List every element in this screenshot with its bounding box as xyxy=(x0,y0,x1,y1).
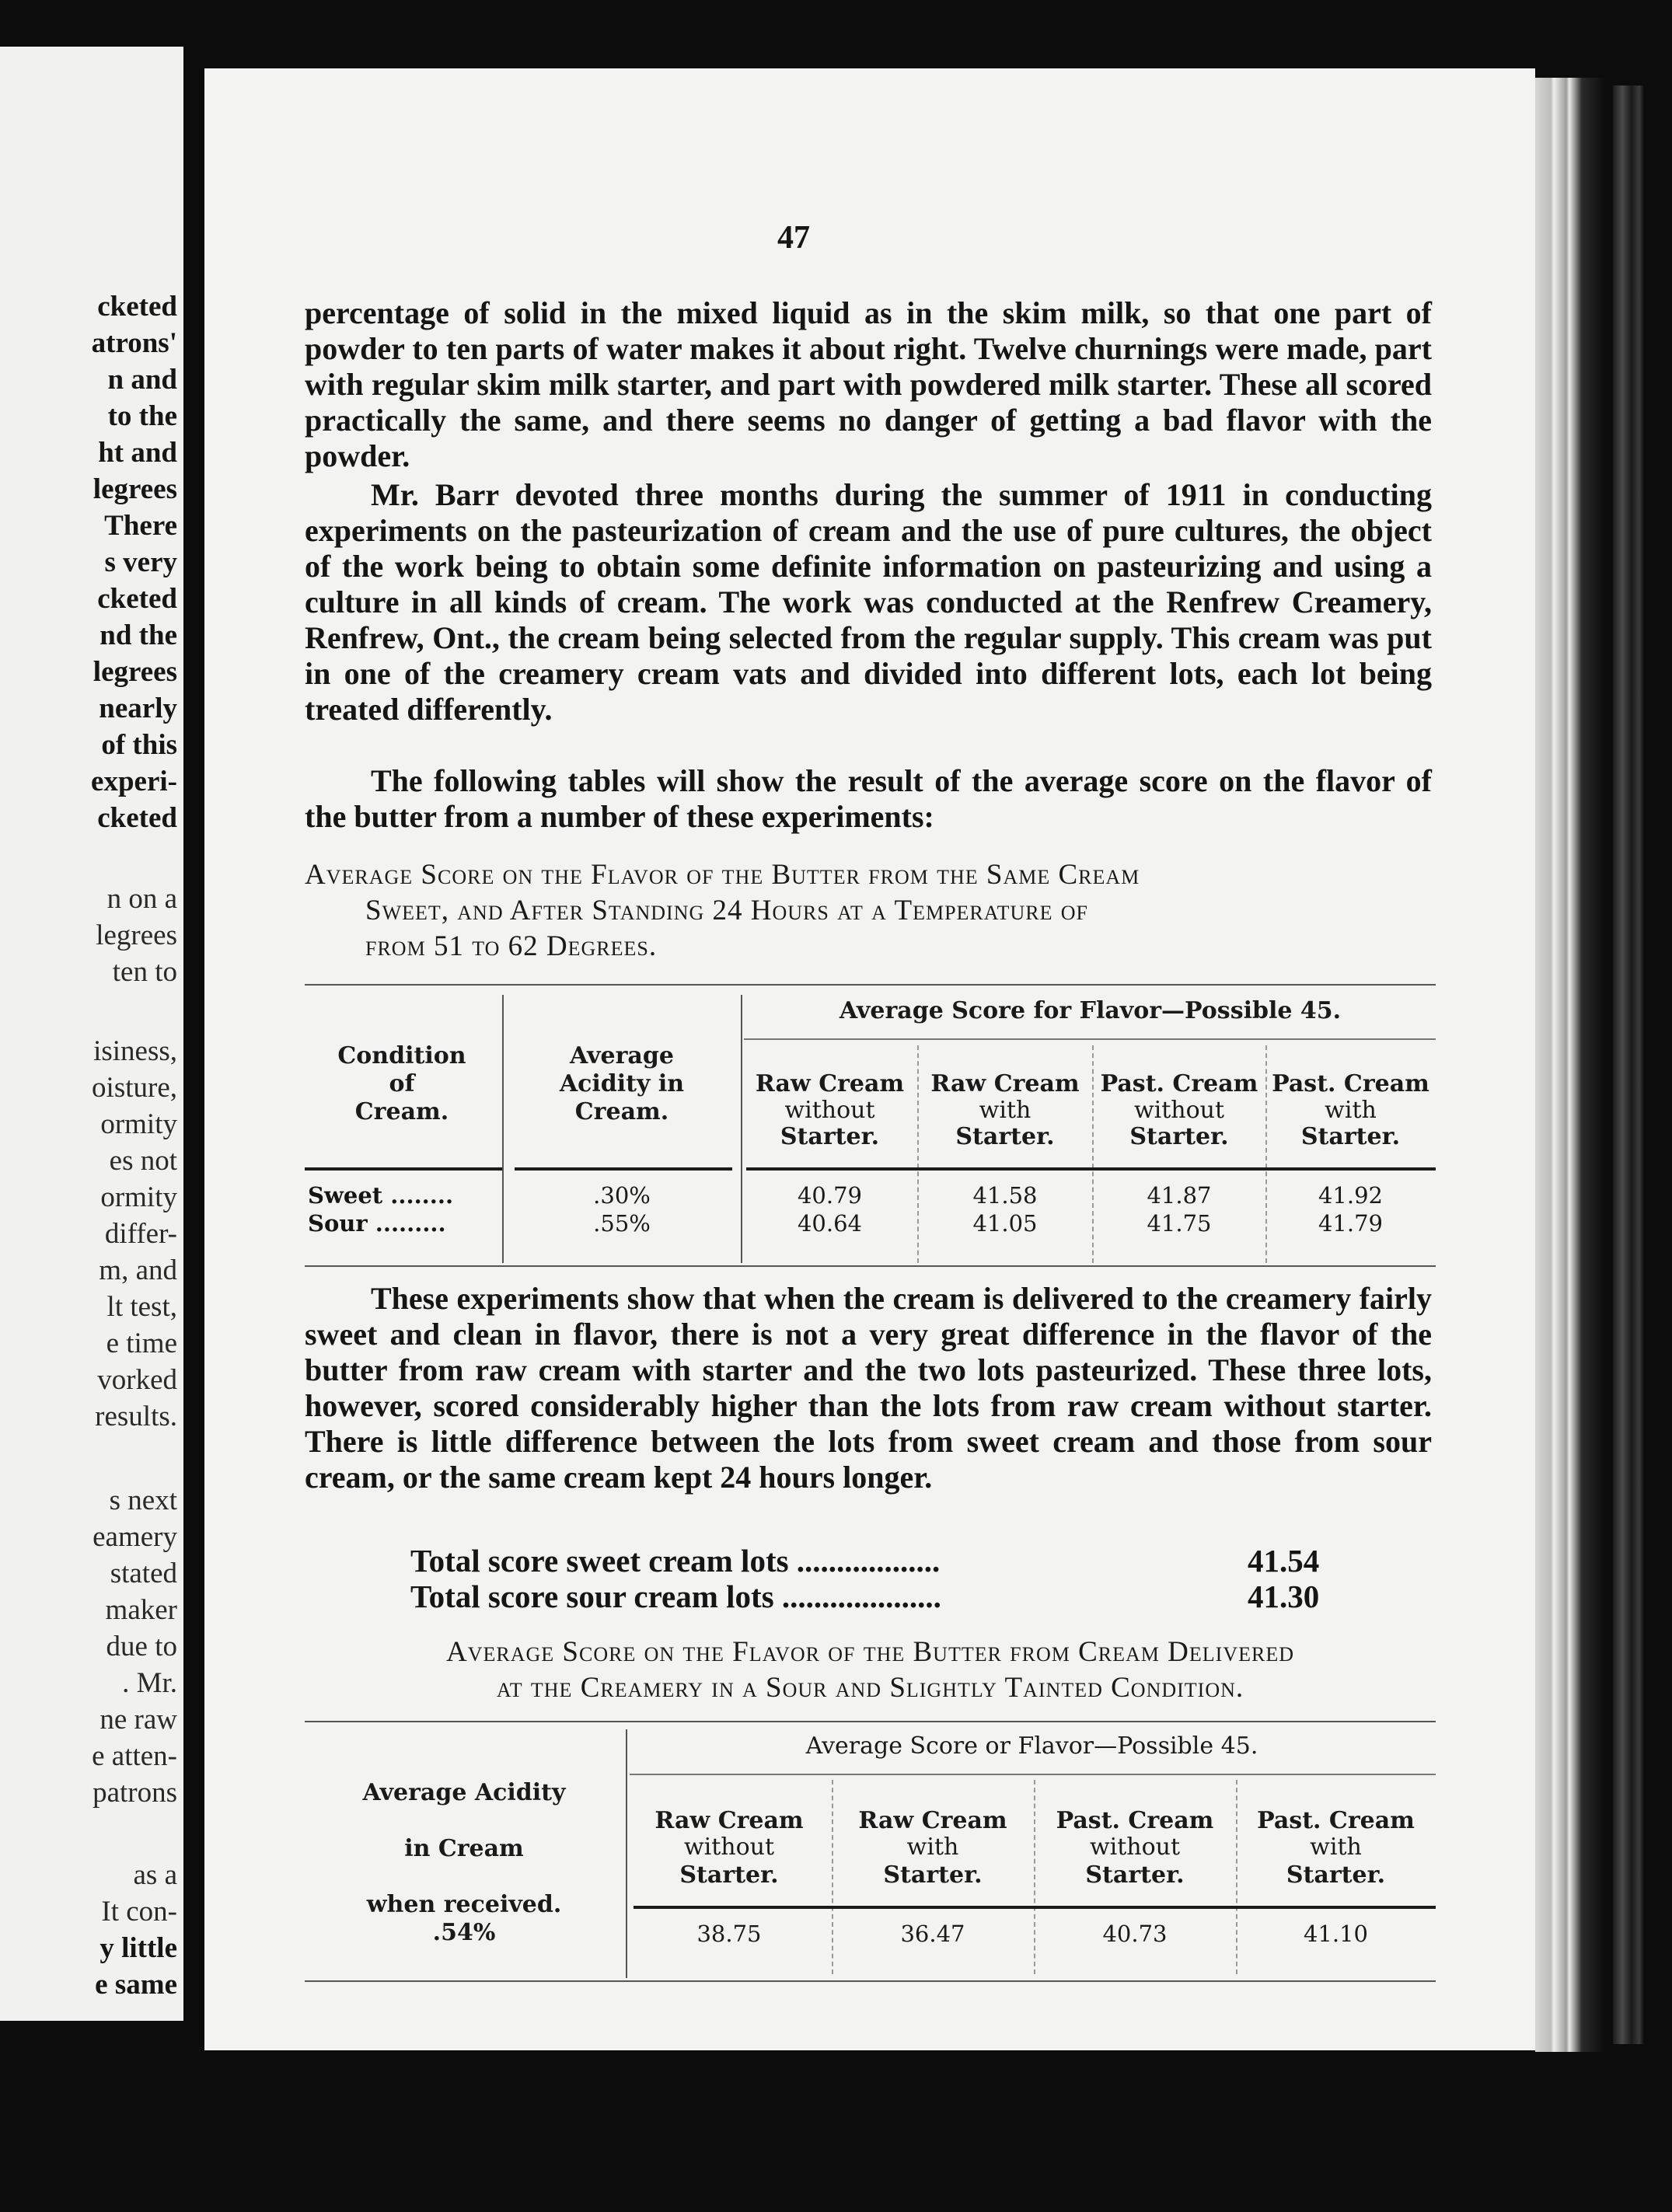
table1-row-label: Sour ......... xyxy=(308,1210,446,1237)
table2-cell: 40.73 xyxy=(1102,1921,1168,1947)
table1-subheader-text: Past. Cream xyxy=(1100,1070,1258,1097)
table1-caption-line1: Average Score on the Flavor of the Butter from the Same Cream xyxy=(305,859,1140,891)
left-page-line: n and xyxy=(107,364,177,396)
left-page-line: stated xyxy=(110,1558,177,1589)
left-page-line: lt test, xyxy=(106,1291,177,1323)
table1-caption-line2: Sweet, and After Standing 24 Hours at a Temperature of xyxy=(365,895,1089,926)
table2-subheader-text: Starter. xyxy=(679,1861,779,1889)
table1-cell: 41.79 xyxy=(1318,1210,1384,1237)
table2-stub-text: when received. xyxy=(366,1891,562,1918)
left-page-line: e time xyxy=(106,1328,177,1359)
table2-span-header: Average Score or Flavor—Possible 45. xyxy=(805,1732,1258,1760)
left-page-line: experi- xyxy=(91,766,177,797)
table1-header-text: Cream. xyxy=(354,1098,449,1125)
table1-cell: 40.79 xyxy=(797,1182,863,1209)
left-page-line: legrees xyxy=(93,656,177,688)
left-page-line: cketed xyxy=(97,291,177,323)
table1-cell: 41.92 xyxy=(1318,1182,1384,1209)
left-page-line: m, and xyxy=(99,1254,177,1286)
left-page-line: due to xyxy=(106,1631,177,1662)
left-page-line: It con- xyxy=(101,1896,177,1928)
left-page-line: to the xyxy=(107,400,177,432)
table2-subheader-text: without xyxy=(683,1833,775,1861)
table1-header-rule xyxy=(746,1167,1436,1171)
table1-subheader-text: Starter. xyxy=(780,1123,880,1150)
left-page-line: e atten- xyxy=(92,1740,177,1772)
left-page-line: e same xyxy=(95,1969,177,2001)
table1-span-header: Average Score for Flavor—Possible 45. xyxy=(839,997,1342,1024)
table2-cell: 41.10 xyxy=(1303,1921,1369,1947)
left-page-line: . Mr. xyxy=(122,1667,177,1699)
table2-acidity-value: .54% xyxy=(432,1919,496,1946)
paragraph-conclusions: These experiments show that when the cream is delivered to the creamery fairly sweet and clean in flavor, there is not a very great difference in the flavor of the butter from raw cream with starter and the two lots pasteurized. These three lots, however, scored considerably higher than the lots from raw cream without starter. There is little difference between the lots from sweet cream and those from sour cream, or the same cream kept 24 hours longer. xyxy=(305,1281,1432,1495)
table1-cell: 41.87 xyxy=(1147,1182,1212,1209)
table1-subheader-text: Starter. xyxy=(955,1123,1055,1150)
table1-subheader-text: Raw Cream xyxy=(930,1070,1080,1097)
table2-divider xyxy=(626,1729,627,1978)
table2-stub-text: in Cream xyxy=(404,1835,524,1862)
table1-subheader-text: with xyxy=(1325,1097,1377,1124)
left-page-line: n on a xyxy=(106,883,177,915)
total-sweet-label: Total score sweet cream lots .................. xyxy=(410,1543,941,1579)
table1-subheader-text: without xyxy=(1133,1097,1225,1124)
table1-top-rule xyxy=(305,984,1436,986)
paragraph-tables-intro: The following tables will show the result of the average score on the flavor of the butter from a number of these experiments: xyxy=(305,763,1432,834)
left-page-line: ormity xyxy=(100,1181,177,1213)
left-page-line: es not xyxy=(109,1145,177,1177)
page-number: 47 xyxy=(777,220,810,256)
table1-caption-line3: from 51 to 62 Degrees. xyxy=(365,930,658,962)
left-page-line: cketed xyxy=(97,583,177,615)
table2-subheader-text: Raw Cream xyxy=(858,1807,1007,1834)
left-page-line: legrees xyxy=(96,919,177,951)
table1-header-text: of xyxy=(389,1070,415,1097)
table2-subheader-text: Starter. xyxy=(1085,1861,1185,1889)
table1-cell: .30% xyxy=(593,1182,651,1209)
table1-divider xyxy=(502,995,504,1263)
table1-span-rule xyxy=(744,1038,1436,1040)
table1-header-rule xyxy=(305,1167,502,1171)
left-page-line: ne raw xyxy=(99,1704,177,1736)
table1-bottom-rule xyxy=(305,1265,1436,1267)
left-page-line: maker xyxy=(105,1594,177,1626)
left-page-line: legrees xyxy=(93,473,177,505)
table2-subheader-text: Past. Cream xyxy=(1257,1807,1415,1834)
total-sour-label: Total score sour cream lots .................... xyxy=(410,1579,941,1614)
paragraph-barr-experiments: Mr. Barr devoted three months during the summer of 1911 in conducting experiments on the pasteurization of cream and the use of pure cultures, the object of the work being to obtain some definite information on pasteurizing and using a culture in all kinds of cream. The work was conducted at the Renfrew Creamery, Renfrew, Ont., the cream being selected from the regular supply. This cream was put in one of the creamery cream vats and divided into different lots, each lot being treated differently. xyxy=(305,477,1432,727)
table2-stub-text: Average Acidity xyxy=(362,1779,566,1806)
left-page-line: vorked xyxy=(97,1364,177,1396)
left-page-line: atrons' xyxy=(91,327,177,359)
left-page-line: ormity xyxy=(100,1108,177,1140)
table1-header-rule xyxy=(515,1167,732,1171)
table2-subheader-text: Raw Cream xyxy=(654,1807,804,1834)
table1-header-text: Condition xyxy=(337,1042,466,1069)
table2-span-rule xyxy=(630,1774,1436,1775)
table2-subheader-text: Starter. xyxy=(1286,1861,1386,1889)
table1-cell: 41.05 xyxy=(972,1210,1038,1237)
table2-bottom-rule xyxy=(305,1980,1436,1982)
left-page-line: y little xyxy=(99,1932,177,1964)
left-facing-page xyxy=(0,47,183,2021)
left-page-line: results. xyxy=(95,1401,177,1432)
table2-cell: 36.47 xyxy=(900,1921,965,1947)
table1-subheader-text: without xyxy=(784,1097,875,1124)
table1-cell: 41.75 xyxy=(1147,1210,1212,1237)
table1-subheader-text: with xyxy=(979,1097,1031,1124)
left-page-line: nearly xyxy=(99,693,177,724)
left-page-line: oisture, xyxy=(92,1072,177,1104)
table2-subheader-text: Starter. xyxy=(883,1861,983,1889)
table2-subheader-text: Past. Cream xyxy=(1056,1807,1214,1834)
page-edge-stack xyxy=(1535,78,1605,2052)
table1-subheader-text: Starter. xyxy=(1300,1123,1401,1150)
left-page-line: cketed xyxy=(97,802,177,834)
table2-top-rule xyxy=(305,1721,1436,1722)
total-sour-value: 41.30 xyxy=(1248,1579,1320,1614)
left-page-line: s very xyxy=(104,546,177,578)
table1-header-text: Acidity in xyxy=(559,1070,685,1097)
table2-subheader-text: without xyxy=(1089,1833,1181,1861)
table2-caption-line2: at the Creamery in a Sour and Slightly Tainted Condition. xyxy=(496,1672,1244,1704)
table1-cell: 41.58 xyxy=(972,1182,1038,1209)
left-page-line: differ- xyxy=(104,1218,177,1250)
left-page-line: isiness, xyxy=(93,1035,177,1067)
left-page-line: as a xyxy=(133,1859,177,1891)
left-page-line: ht and xyxy=(98,437,177,469)
table1-subheader-text: Past. Cream xyxy=(1272,1070,1429,1097)
table2-caption-line1: Average Score on the Flavor of the Butter from Cream Delivered xyxy=(446,1636,1294,1668)
table1-cell: 40.64 xyxy=(797,1210,863,1237)
table2-header-rule xyxy=(634,1906,1436,1909)
table2-subheader-text: with xyxy=(1310,1833,1362,1861)
left-page-line: There xyxy=(104,510,177,542)
table1-subheader-text: Starter. xyxy=(1129,1123,1229,1150)
table1-row-label: Sweet ........ xyxy=(308,1182,454,1209)
paragraph-powder-starter: percentage of solid in the mixed liquid as in the skim milk, so that one part of powder to ten parts of water makes it about right. Twelve churnings were made, part with regular skim milk starter, and part with powdered milk starter. These all scored practically the same, and there seems no danger of getting a bad flavor with the powder. xyxy=(305,295,1432,473)
table2-cell: 38.75 xyxy=(696,1921,762,1947)
table1-cell: .55% xyxy=(593,1210,651,1237)
left-page-line: ten to xyxy=(112,956,177,988)
book-spine-edge xyxy=(1613,85,1644,2044)
left-page-line: of this xyxy=(101,729,177,761)
table2-subheader-text: with xyxy=(906,1833,959,1861)
table1-header-text: Average xyxy=(570,1042,674,1069)
left-page-line: nd the xyxy=(99,619,177,651)
table1-header-text: Cream. xyxy=(574,1098,669,1125)
left-page-line: patrons xyxy=(93,1777,177,1809)
total-sweet-value: 41.54 xyxy=(1248,1543,1320,1579)
left-page-line: eamery xyxy=(93,1521,177,1553)
table1-subheader-text: Raw Cream xyxy=(755,1070,905,1097)
left-page-line: s next xyxy=(109,1485,177,1516)
